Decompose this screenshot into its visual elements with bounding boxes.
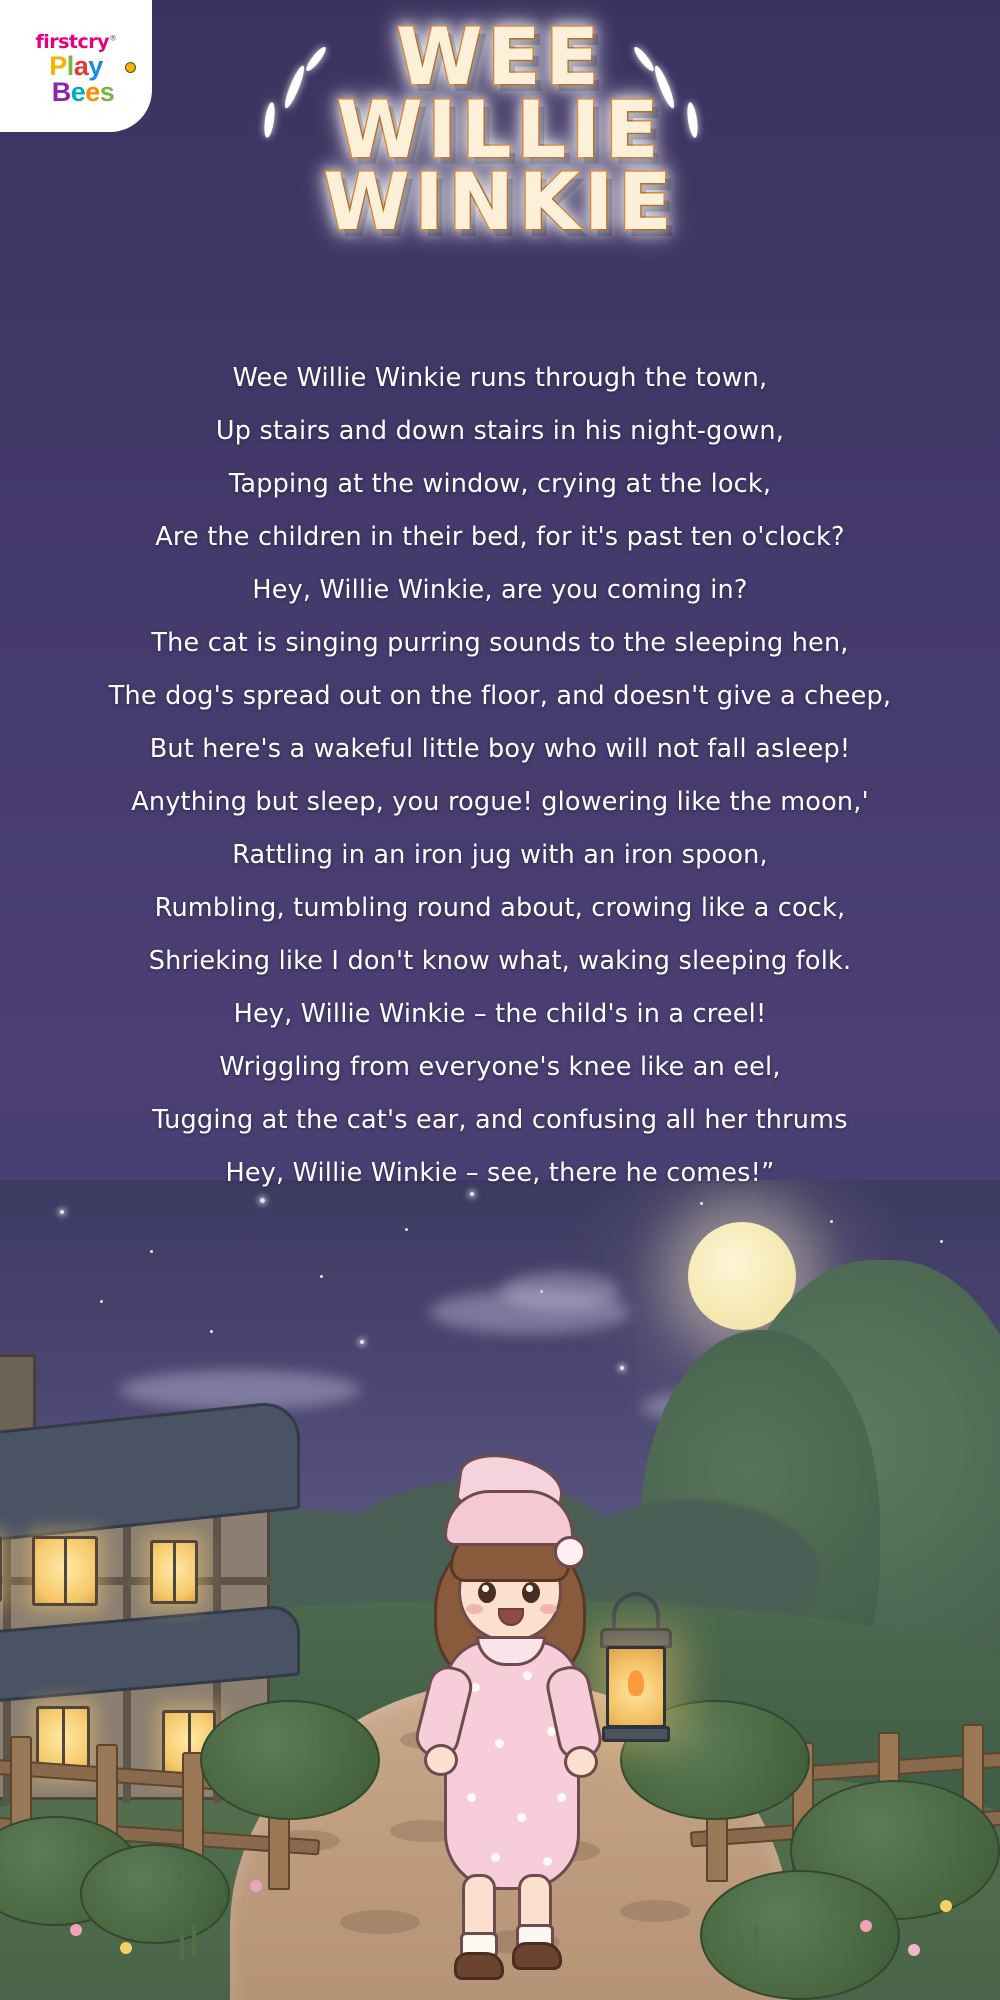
bush-shape <box>700 1870 900 2000</box>
firstcry-playbees-logo[interactable] <box>0 0 152 132</box>
flower-icon <box>940 1900 952 1912</box>
poem-line: Wee Willie Winkie runs through the town, <box>232 363 768 393</box>
star-icon <box>360 1340 364 1344</box>
grass-tuft <box>180 1934 184 1960</box>
flower-icon <box>250 1880 262 1892</box>
trademark-symbol: ® <box>109 33 117 43</box>
bee-icon <box>125 62 136 73</box>
nightcap-pompom <box>554 1536 586 1568</box>
eye-left <box>478 1582 496 1603</box>
flower-icon <box>120 1942 132 1954</box>
poem-line: The cat is singing purring sounds to the sleeping hen, <box>151 628 849 658</box>
lit-window <box>150 1540 198 1604</box>
logo-firstcry-text: firstcry® <box>35 30 117 53</box>
sparkle-icon <box>282 64 308 110</box>
star-icon <box>940 1240 943 1243</box>
star-icon <box>60 1210 64 1214</box>
sparkle-icon <box>686 102 700 139</box>
hand-left <box>424 1744 458 1776</box>
star-icon <box>405 1228 408 1231</box>
grass-tuft <box>754 1926 758 1960</box>
title-line-1: WEE <box>396 13 604 103</box>
sparkle-icon <box>263 102 277 139</box>
poem-line: The dog's spread out on the floor, and doesn't give a cheep, <box>108 681 892 711</box>
hand-right <box>564 1746 598 1778</box>
title-line-2: WILLIE <box>336 85 664 176</box>
poem-line: Shrieking like I don't know what, waking sleeping folk. <box>148 946 852 976</box>
poem-line: Rattling in an iron jug with an iron spoon, <box>232 840 768 870</box>
cheek-right <box>540 1604 557 1614</box>
star-icon <box>320 1275 323 1278</box>
star-icon <box>150 1250 153 1253</box>
poem-line: But here's a wakeful little boy who will not fall asleep! <box>149 734 851 764</box>
poem-line: Anything but sleep, you rogue! glowering like the moon,' <box>131 787 869 817</box>
grass-tuft <box>740 1936 744 1964</box>
poem-line: Hey, Willie Winkie – see, there he comes!” <box>225 1158 775 1188</box>
poem-line: Tapping at the window, crying at the lock, <box>228 469 772 499</box>
poem-line: Hey, Willie Winkie, are you coming in? <box>252 575 748 605</box>
star-icon <box>100 1300 103 1303</box>
poem-line: Tugging at the cat's ear, and confusing all her thrums <box>152 1105 848 1135</box>
flower-icon <box>908 1944 920 1956</box>
eye-right <box>522 1582 540 1603</box>
cheek-left <box>466 1604 483 1614</box>
flower-icon <box>860 1920 872 1932</box>
flower-icon <box>70 1924 82 1936</box>
star-icon <box>620 1366 624 1370</box>
bush-shape <box>200 1700 380 1820</box>
lit-window <box>32 1536 98 1606</box>
rhyme-title <box>323 13 677 249</box>
title-line-3: WINKIE <box>323 158 677 249</box>
poem-line: Up stairs and down stairs in his night-gown, <box>215 416 785 446</box>
shoe-left <box>454 1952 504 1980</box>
star-icon <box>700 1202 703 1205</box>
night-village-illustration <box>0 1180 1000 2000</box>
lit-window <box>0 1536 2 1602</box>
poem-line: Hey, Willie Winkie – the child's in a creel! <box>233 999 767 1029</box>
nightcap-icon <box>444 1490 574 1546</box>
grass-tuft <box>192 1924 196 1956</box>
bush-shape <box>80 1844 230 1944</box>
poem-line: Rumbling, tumbling round about, crowing like a cock, <box>154 893 846 923</box>
cloud-shape <box>500 1272 620 1310</box>
star-icon <box>210 1330 213 1333</box>
logo-play-text: Play <box>49 50 103 81</box>
star-icon <box>830 1220 833 1223</box>
logo-bees-text: Bees <box>51 76 115 107</box>
girl-character <box>400 1490 630 1990</box>
poem-body <box>0 352 1000 1200</box>
poem-line: Wriggling from everyone's knee like an eel, <box>219 1052 781 1082</box>
poem-line: Are the children in their bed, for it's past ten o'clock? <box>155 522 845 552</box>
shoe-right <box>512 1942 562 1970</box>
